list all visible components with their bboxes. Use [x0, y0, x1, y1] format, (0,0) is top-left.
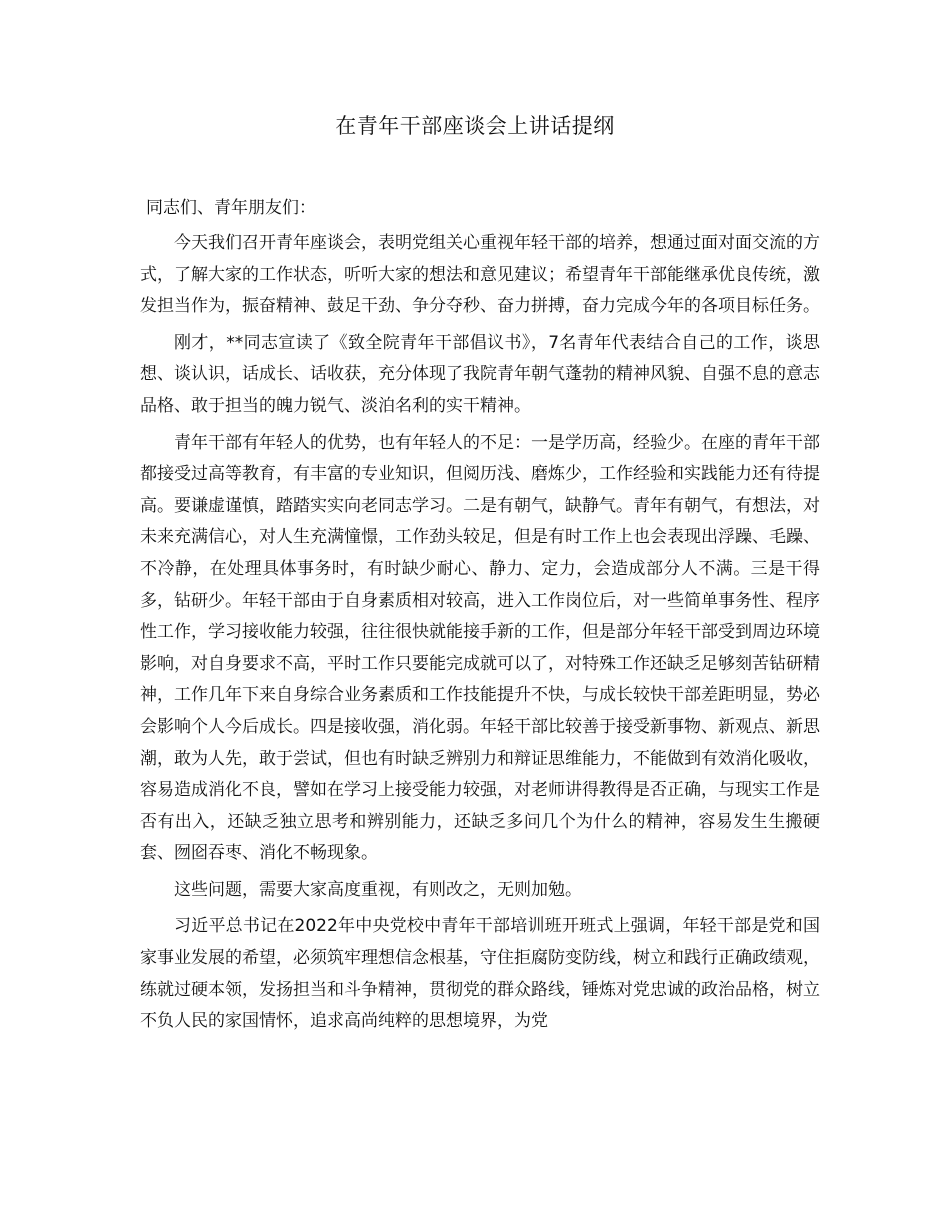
- paragraph: 青年干部有年轻人的优势，也有年轻人的不足：一是学历高，经验少。在座的青年干部都接受过高等教育，有丰富的专业知识，但阅历浅、磨炼少，工作经验和实践能力还有待提高。要谦虚谨慎，踏踏实实向老同志学习。二是有朝气，缺静气。青年有朝气，有想法，对未来充满信心，对人生充满憧憬，工作劲头较足，但是有时工作上也会表现出浮躁、毛躁、不冷静，在处理具体事务时，有时缺少耐心、静力、定力，会造成部分人不满。三是干得多，钻研少。年轻干部由于自身素质相对较高，进入工作岗位后，对一些简单事务性、程序性工作，学习接收能力较强，往往很快就能接手新的工作，但是部分年轻干部受到周边环境影响，对自身要求不高，平时工作只要能完成就可以了，对特殊工作还缺乏足够刻苦钻研精神，工作几年下来自身综合业务素质和工作技能提升不快，与成长较快干部差距明显，势必会影响个人今后成长。四是接收强，消化弱。年轻干部比较善于接受新事物、新观点、新思潮，敢为人先，敢于尝试，但也有时缺乏辨别力和辩证思维能力，不能做到有效消化吸收，容易造成消化不良，譬如在学习上接受能力较强，对老师讲得教得是否正确，与现实工作是否有出入，还缺乏独立思考和辨别能力，还缺乏多问几个为什么的精神，容易发生生搬硬套、囫囵吞枣、消化不畅现象。: [140, 432, 820, 864]
- paragraph: 今天我们召开青年座谈会，表明党组关心重视年轻干部的培养，想通过面对面交流的方式，了解大家的工作状态，听听大家的想法和意见建议；希望青年干部能继承优良传统，激发担当作为，振奋精神、鼓足干劲、争分夺秒、奋力拼搏，奋力完成今年的各项目标任务。: [140, 233, 820, 317]
- greeting: 同志们、青年朋友们：: [146, 198, 316, 218]
- document-title: 在青年干部座谈会上讲话提纲: [335, 114, 615, 138]
- paragraph: 这些问题，需要大家高度重视，有则改之，无则加勉。: [174, 879, 582, 900]
- document-body: [140, 228, 820, 1043]
- paragraph: 习近平总书记在2022年中央党校中青年干部培训班开班式上强调，年轻干部是党和国家事业发展的希望，必须筑牢理想信念根基，守住拒腐防变防线，树立和践行正确政绩观，练就过硬本领，发扬担当和斗争精神，贯彻党的群众路线，锤炼对党忠诚的政治品格，树立不负人民的家国情怀，追求高尚纯粹的思想境界，为党: [140, 916, 820, 1032]
- paragraph: 刚才，**同志宣读了《致全院青年干部倡议书》，7名青年代表结合自己的工作，谈思想、谈认识，话成长、话收获，充分体现了我院青年朝气蓬勃的精神风貌、自强不息的意志品格、敢于担当的魄力锐气、淡泊名利的实干精神。: [140, 332, 820, 416]
